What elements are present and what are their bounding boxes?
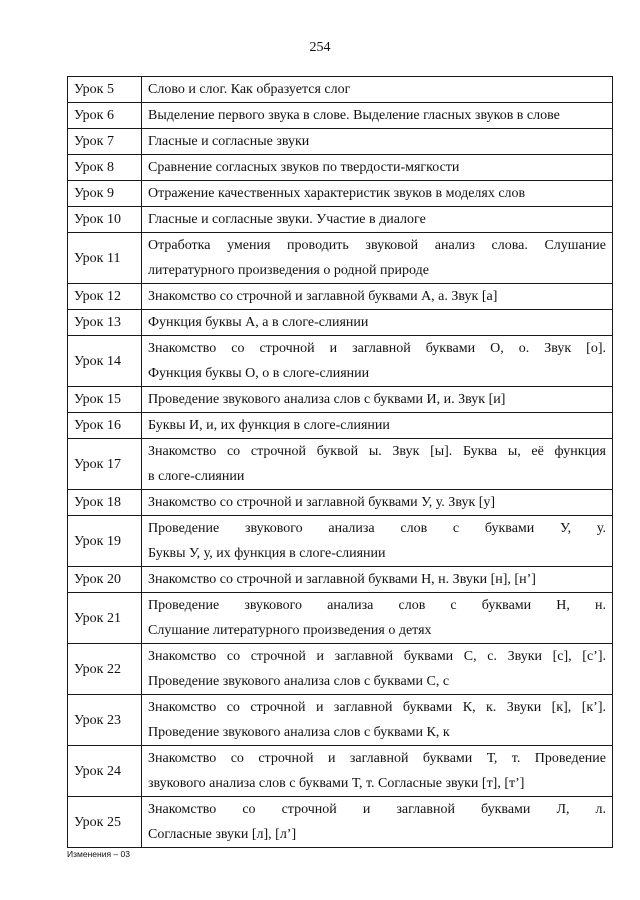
lesson-row: [68, 797, 613, 848]
lesson-topic-line: Знакомство со строчной и заглавной буквами Н, н. Звуки [н], [н’]: [148, 572, 536, 587]
lesson-topic-line: Слушание литературного произведения о детях: [148, 623, 432, 638]
lesson-row: [68, 746, 613, 797]
lesson-row: [68, 129, 613, 155]
lesson-topic: [142, 284, 613, 310]
lesson-number: Урок 13: [68, 310, 142, 336]
lesson-number: Урок 7: [68, 129, 142, 155]
lesson-number: Урок 22: [68, 644, 142, 695]
lesson-topic: [142, 413, 613, 439]
lesson-number: Урок 17: [68, 439, 142, 490]
lesson-row: [68, 413, 613, 439]
lesson-topic-line: Знакомство со строчной и заглавной буквами Л, л.: [148, 802, 606, 817]
lesson-topic-line: Проведение звукового анализа слов с буквами У, у.: [148, 521, 606, 536]
page-number: 254: [309, 40, 331, 55]
lesson-topic: [142, 695, 613, 746]
lesson-topic-line: Функция буквы А, а в слоге-слиянии: [148, 315, 369, 330]
lesson-topic-line: Слово и слог. Как образуется слог: [148, 82, 351, 97]
lesson-number: Урок 25: [68, 797, 142, 848]
lesson-row: [68, 567, 613, 593]
lesson-row: [68, 644, 613, 695]
lesson-number: Урок 23: [68, 695, 142, 746]
lesson-row: [68, 516, 613, 567]
lesson-topic-line: звукового анализа слов с буквами Т, т. Согласные звуки [т], [т’]: [148, 776, 525, 791]
lesson-topic: [142, 129, 613, 155]
lesson-topic: [142, 746, 613, 797]
lesson-topic-line: Знакомство со строчной и заглавной буквами С, с. Звуки [с], [с’].: [148, 649, 606, 664]
lesson-number: Урок 15: [68, 387, 142, 413]
lesson-number: Урок 5: [68, 77, 142, 103]
lesson-topic-line: Гласные и согласные звуки. Участие в диалоге: [148, 212, 426, 227]
lesson-topic: [142, 155, 613, 181]
lesson-row: [68, 310, 613, 336]
lessons-table-body: [68, 77, 613, 848]
lesson-topic-line: Согласные звуки [л], [л’]: [148, 827, 297, 842]
lesson-topic: [142, 797, 613, 848]
lesson-row: [68, 387, 613, 413]
lesson-topic-line: Знакомство со строчной и заглавной буквами Т, т. Проведение: [148, 751, 606, 766]
lesson-number: Урок 14: [68, 336, 142, 387]
lesson-number: Урок 12: [68, 284, 142, 310]
lesson-row: [68, 233, 613, 284]
lesson-row: [68, 77, 613, 103]
lesson-row: [68, 439, 613, 490]
lessons-table: [67, 76, 613, 848]
lesson-topic: [142, 644, 613, 695]
lesson-topic-line: Гласные и согласные звуки: [148, 134, 310, 149]
lesson-number: Урок 24: [68, 746, 142, 797]
lesson-topic-line: Отражение качественных характеристик звуков в моделях слов: [148, 186, 526, 201]
lesson-topic: [142, 439, 613, 490]
lesson-topic: [142, 103, 613, 129]
lesson-topic: [142, 207, 613, 233]
lesson-number: Урок 8: [68, 155, 142, 181]
lesson-topic-line: Знакомство со строчной и заглавной буквами У, у. Звук [у]: [148, 495, 496, 510]
lesson-topic: [142, 310, 613, 336]
lesson-topic: [142, 336, 613, 387]
lesson-row: [68, 695, 613, 746]
lesson-topic: [142, 181, 613, 207]
lesson-topic-line: в слоге-слиянии: [148, 469, 245, 484]
lesson-topic-line: Сравнение согласных звуков по твердости-мягкости: [148, 160, 460, 175]
lesson-topic-line: Проведение звукового анализа слов с буквами Н, н.: [148, 598, 606, 613]
lesson-number: Урок 19: [68, 516, 142, 567]
lesson-topic: [142, 77, 613, 103]
lesson-row: [68, 181, 613, 207]
lesson-number: Урок 9: [68, 181, 142, 207]
lesson-row: [68, 103, 613, 129]
lesson-row: [68, 207, 613, 233]
lesson-row: [68, 593, 613, 644]
lesson-number: Урок 21: [68, 593, 142, 644]
lesson-topic: [142, 233, 613, 284]
lesson-number: Урок 18: [68, 490, 142, 516]
lesson-number: Урок 11: [68, 233, 142, 284]
lesson-topic: [142, 567, 613, 593]
lesson-topic-line: Знакомство со строчной и заглавной буквами О, о. Звук [о].: [148, 341, 606, 356]
lesson-topic: [142, 593, 613, 644]
lesson-row: [68, 284, 613, 310]
lesson-topic: [142, 490, 613, 516]
revision-footer: Изменения – 03: [67, 849, 130, 859]
lesson-topic-line: Отработка умения проводить звуковой анализ слова. Слушание: [148, 238, 606, 253]
lesson-number: Урок 16: [68, 413, 142, 439]
lesson-topic-line: Знакомство со строчной буквой ы. Звук [ы]. Буква ы, её функция: [148, 444, 606, 459]
lesson-topic: [142, 387, 613, 413]
lesson-topic-line: литературного произведения о родной природе: [148, 263, 429, 278]
lesson-row: [68, 336, 613, 387]
lesson-topic-line: Проведение звукового анализа слов с буквами С, с: [148, 674, 450, 689]
lesson-topic-line: Знакомство со строчной и заглавной буквами А, а. Звук [а]: [148, 289, 498, 304]
lesson-row: [68, 155, 613, 181]
lesson-topic-line: Функция буквы О, о в слоге-слиянии: [148, 366, 370, 381]
lesson-topic-line: Выделение первого звука в слове. Выделение гласных звуков в слове: [148, 108, 560, 123]
lesson-number: Урок 6: [68, 103, 142, 129]
lesson-topic-line: Знакомство со строчной и заглавной буквами К, к. Звуки [к], [к’].: [148, 700, 606, 715]
lesson-topic: [142, 516, 613, 567]
lesson-number: Урок 20: [68, 567, 142, 593]
lesson-row: [68, 490, 613, 516]
lesson-topic-line: Буквы У, у, их функция в слоге-слиянии: [148, 546, 386, 561]
lesson-topic-line: Проведение звукового анализа слов с буквами И, и. Звук [и]: [148, 392, 506, 407]
lesson-topic-line: Проведение звукового анализа слов с буквами К, к: [148, 725, 450, 740]
lesson-number: Урок 10: [68, 207, 142, 233]
lesson-topic-line: Буквы И, и, их функция в слоге-слиянии: [148, 418, 390, 433]
